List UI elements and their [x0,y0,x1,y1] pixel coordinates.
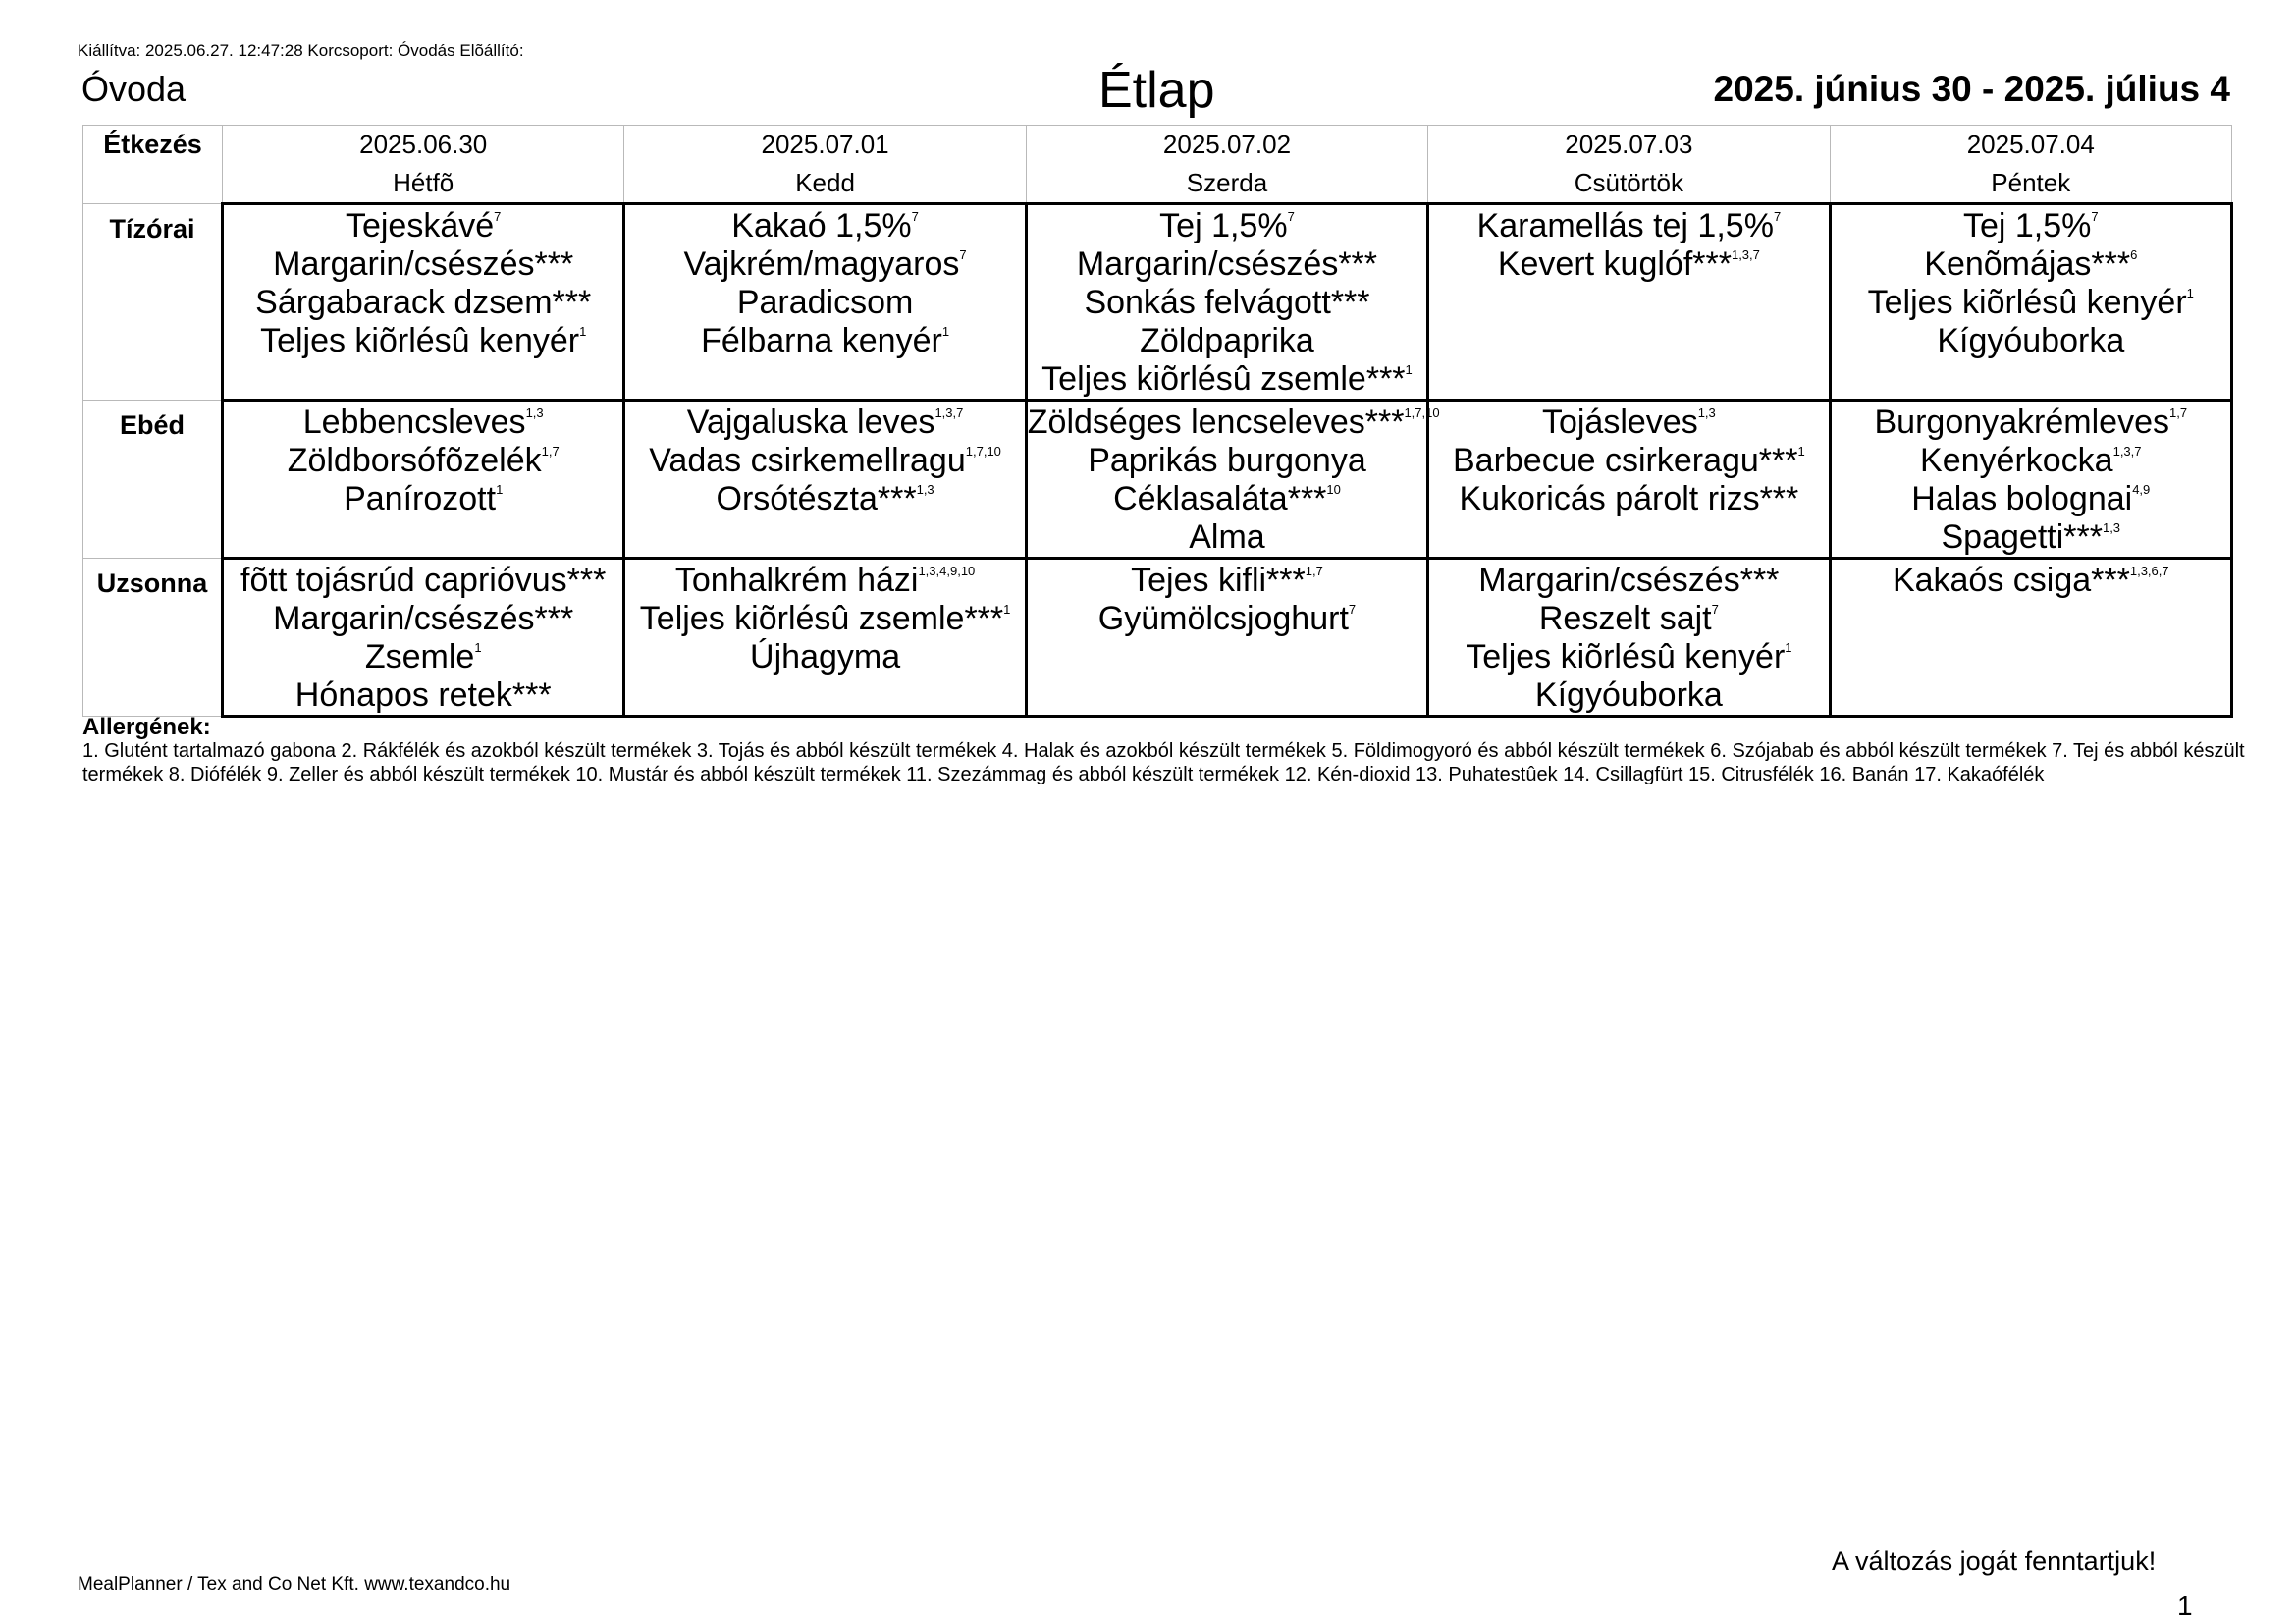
menu-item [224,600,622,638]
dish-name: Zsemle [364,638,475,676]
allergen-text: 1. Glutént tartalmazó gabona 2. Rákfélék és azokból készült termékek 3. Tojás és abból készült termékek 4. Halak és azokból készült termékek 5. Földimogyoró és abból készült termékek 6. Szójabab és abból készült termékek 7. Tej és abból készült termékek 8. Diófélék 9. Zeller és abból készült termékek 10. Mustár és abból készült termékek 11. Szezámmag és abból készült termékek 12. Kén-dioxid 13. Puhatestûek 14. Csillagfürt 15. Citrusfélék 16. Banán 17. Kakaófélék [82,740,2245,785]
menu-item [224,442,622,480]
dish-name: Paradicsom [736,284,914,321]
allergen-codes: 1,3,7 [1731,246,1760,262]
allergen-codes: 7 [1287,208,1295,224]
menu-item [1028,600,1426,638]
day-header [223,126,624,204]
menu-item [224,322,622,360]
menu-item [1429,562,1828,600]
dish-name: Vajkrém/magyaros [683,245,960,283]
menu-item [625,322,1024,360]
day-date: 2025.06.30 [359,130,488,159]
menu-cell [1830,559,2231,717]
allergen-codes: 1 [1405,361,1413,377]
menu-item [1028,442,1426,480]
menu-cell [1428,401,1830,559]
menu-item [1028,284,1426,322]
footer-notice: A változás jogát fenntartjuk! [1832,1546,2157,1576]
meal-label: Tízórai [83,204,223,401]
allergen-codes: 1,3 [2102,519,2121,535]
dish-name: Margarin/csészés*** [273,600,574,637]
dish-name: Kígyóuborka [1937,322,2125,359]
menu-item [625,404,1024,442]
menu-item [224,562,622,600]
menu-cell [223,559,624,717]
allergen-codes: 10 [1326,481,1341,497]
dish-name: Sonkás felvágott*** [1084,284,1370,321]
menu-item [1832,404,2230,442]
allergen-codes: 1,3,7 [2112,443,2142,459]
dish-name: Vadas csirkemellragu [649,442,966,479]
menu-item [625,638,1024,676]
allergen-codes: 1,3,6,7 [2129,563,2169,578]
allergen-codes: 7 [494,208,502,224]
page-number: 1 [2177,1591,2193,1621]
menu-item [1429,442,1828,480]
menu-cell [624,559,1026,717]
corner-label: Étkezés [83,126,223,204]
menu-item [1429,638,1828,676]
day-name: Csütörtök [1574,168,1683,197]
dish-name: Burgonyakrémleves [1874,404,2169,441]
dish-name: Teljes kiõrlésû kenyér [1867,284,2187,321]
dish-name: Alma [1189,518,1265,556]
dish-name: Kenyérkocka [1920,442,2113,479]
menu-item [1429,207,1828,245]
dish-name: Kígyóuborka [1534,676,1723,714]
menu-item [224,284,622,322]
allergen-codes: 1 [474,639,482,655]
day-date: 2025.07.04 [1966,130,2095,159]
dish-name: Orsótészta*** [716,480,917,517]
dish-name: Margarin/csészés*** [1076,245,1378,283]
menu-item [1832,480,2230,518]
dish-name: Tejes kifli*** [1131,562,1306,599]
day-name: Hétfõ [393,168,454,197]
dish-name: Barbecue csirkeragu*** [1452,442,1798,479]
menu-item [1832,207,2230,245]
menu-item [1429,480,1828,518]
menu-item [625,480,1024,518]
day-date: 2025.07.02 [1162,130,1292,159]
menu-cell [624,401,1026,559]
menu-cell [1026,401,1440,559]
dish-name: Zöldborsófõzelék [287,442,542,479]
allergen-codes: 1,3,7 [934,405,964,420]
dish-name: Kenõmájas*** [1924,245,2131,283]
menu-item [1028,562,1426,600]
dish-name: Kakaó 1,5% [731,207,912,244]
menu-item [1832,284,2230,322]
menu-item [625,207,1024,245]
dish-name: Tojásleves [1541,404,1698,441]
dish-name: Kevert kuglóf*** [1497,245,1732,283]
day-name: Szerda [1186,168,1268,197]
dish-name: Halas bolognai [1911,480,2133,517]
allergen-codes: 1,3 [916,481,934,497]
dish-name: Vajgaluska leves [686,404,935,441]
meal-row [83,559,2232,717]
dish-name: Margarin/csészés*** [273,245,574,283]
menu-item [625,562,1024,600]
menu-cell [1026,559,1427,717]
menu-item [224,480,622,518]
allergen-codes: 1 [2186,285,2194,300]
allergen-codes: 1 [1785,639,1792,655]
menu-table [82,125,2233,718]
menu-cell [1830,204,2231,401]
allergen-codes: 1,7 [2168,405,2188,420]
menu-item [1028,518,1426,557]
dish-name: Teljes kiõrlésû kenyér [1466,638,1786,676]
menu-item [1028,207,1426,245]
day-name: Kedd [795,168,855,197]
menu-cell [223,401,624,559]
dish-name: Tej 1,5% [1962,207,2092,244]
dish-name: Kakaós csiga*** [1892,562,2130,599]
menu-cell [1428,204,1830,401]
day-header [624,126,1026,204]
menu-item [1832,442,2230,480]
dish-name: Újhagyma [750,638,901,676]
meal-row [83,401,2232,559]
menu-item [224,676,622,715]
dish-name: Panírozott [344,480,497,517]
menu-cell [223,204,624,401]
dish-name: Félbarna kenyér [701,322,942,359]
allergen-codes: 6 [2130,246,2138,262]
menu-item [224,638,622,676]
menu-item [1429,676,1828,715]
allergen-legend [82,716,2281,786]
allergen-codes: 7 [1348,601,1357,617]
menu-item [1832,518,2230,557]
meal-label: Ebéd [83,401,223,559]
dish-name: Gyümölcsjoghurt [1097,600,1349,637]
organization-name: Óvoda [81,69,187,109]
allergen-codes: 7 [1711,601,1719,617]
menu-item [1832,562,2230,600]
menu-cell [1830,401,2231,559]
menu-item [1028,322,1426,360]
dish-name: Spagetti*** [1941,518,2103,556]
menu-cell [624,204,1026,401]
menu-item [625,442,1024,480]
dish-name: Teljes kiõrlésû zsemle*** [1041,360,1406,398]
menu-item [224,404,622,442]
allergen-codes: 1 [579,323,587,339]
page-title: Étlap [1098,62,1215,119]
dish-name: Paprikás burgonya [1088,442,1366,479]
dish-name: Kukoricás párolt rizs*** [1459,480,1799,517]
dish-name: Teljes kiõrlésû kenyér [260,322,580,359]
dish-name: Sárgabarack dzsem*** [255,284,592,321]
allergen-codes: 1 [496,481,504,497]
allergen-codes: 1,7,10 [1404,405,1440,420]
allergen-codes: 7 [959,246,967,262]
menu-item [1028,360,1426,399]
menu-cell [1428,559,1830,717]
allergen-codes: 1 [941,323,950,339]
dish-name: Hónapos retek*** [294,676,552,714]
dish-name: Zöldpaprika [1140,322,1314,359]
dish-name: Zöldséges lencseleves*** [1027,404,1405,441]
allergen-codes: 1,3 [525,405,544,420]
dish-name: Margarin/csészés*** [1478,562,1780,599]
header-row [83,126,2232,204]
menu-item [1429,600,1828,638]
dish-name: Tonhalkrém házi [674,562,919,599]
allergen-codes: 1,3 [1697,405,1716,420]
allergen-codes: 7 [911,208,919,224]
menu-item [224,245,622,284]
menu-item [1429,404,1828,442]
dish-name: Reszelt sajt [1538,600,1712,637]
allergen-heading: Allergének: [82,714,211,740]
day-header [1830,126,2231,204]
allergen-codes: 1,7,10 [965,443,1001,459]
day-date: 2025.07.03 [1565,130,1693,159]
menu-item [625,284,1024,322]
allergen-codes: 1,7 [1305,563,1323,578]
menu-item [1832,322,2230,360]
meal-row [83,204,2232,401]
menu-item [1832,245,2230,284]
allergen-codes: 7 [1773,208,1782,224]
menu-item [1429,245,1828,284]
dish-name: Tej 1,5% [1159,207,1288,244]
dish-name: Lebbencsleves [302,404,526,441]
dish-name: fõtt tojásrúd caprióvus*** [240,562,607,599]
day-header [1428,126,1830,204]
allergen-codes: 1 [1003,601,1011,617]
menu-item [1028,480,1426,518]
allergen-codes: 1,7 [541,443,560,459]
meal-label: Uzsonna [83,559,223,717]
dish-name: Teljes kiõrlésû zsemle*** [639,600,1004,637]
dish-name: Tejeskávé [345,207,495,244]
dish-name: Karamellás tej 1,5% [1476,207,1774,244]
allergen-codes: 7 [2091,208,2099,224]
menu-item [625,600,1024,638]
footer-credit: MealPlanner / Tex and Co Net Kft. www.texandco.hu [78,1574,511,1595]
day-header [1026,126,1427,204]
day-name: Péntek [1991,168,2071,197]
menu-cell [1026,204,1427,401]
allergen-codes: 1 [1797,443,1805,459]
allergen-codes: 4,9 [2132,481,2151,497]
day-date: 2025.07.01 [761,130,889,159]
dish-name: Céklasaláta*** [1113,480,1327,517]
menu-item [625,245,1024,284]
issued-meta: Kiállítva: 2025.06.27. 12:47:28 Korcsoport: Óvodás Elõállító: [78,41,524,60]
menu-item [1027,404,1440,442]
menu-item [1028,245,1426,284]
menu-item [224,207,622,245]
date-range: 2025. június 30 - 2025. július 4 [1713,69,2230,109]
allergen-codes: 1,3,4,9,10 [918,563,976,578]
